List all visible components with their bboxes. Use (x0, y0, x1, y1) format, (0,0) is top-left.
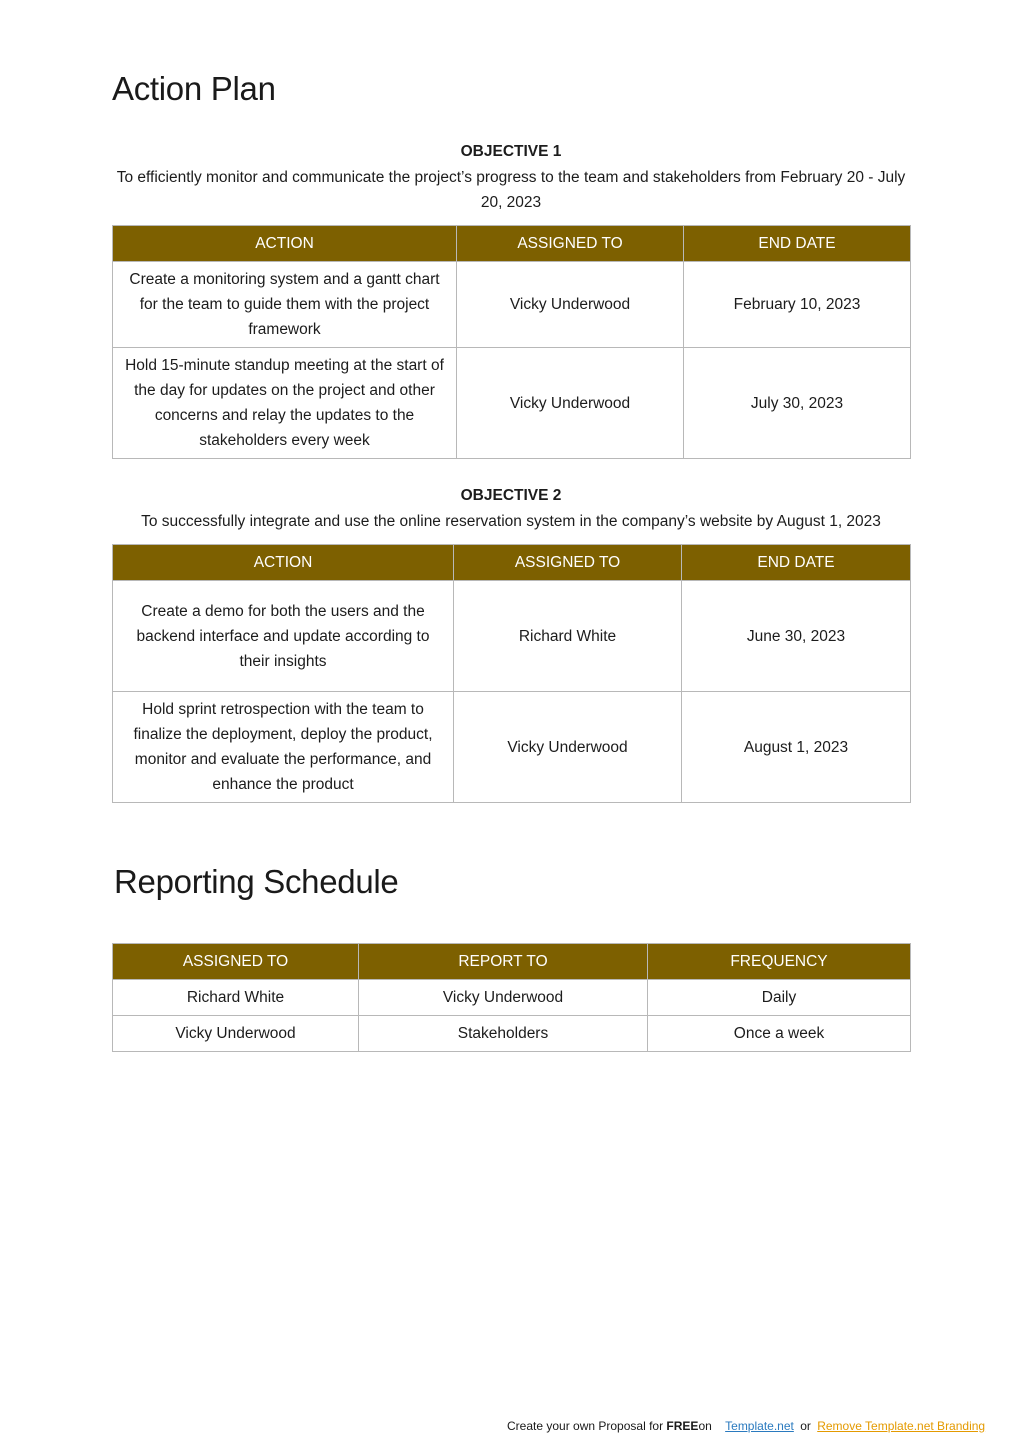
table-header-row (113, 545, 911, 581)
table-row (113, 581, 911, 692)
table-row (113, 980, 911, 1016)
action-cell: Hold sprint retrospection with the team to finalize the deployment, deploy the product, monitor and evaluate the performance, and enhance the product (113, 692, 454, 803)
reporting-schedule-table (112, 943, 911, 1052)
table-row (113, 348, 911, 459)
table-row (113, 692, 911, 803)
footer-free-text: FREE (666, 1419, 699, 1433)
table-header-row (113, 226, 911, 262)
footer-or-text: or (800, 1419, 811, 1433)
column-header-report-to: REPORT TO (359, 944, 648, 980)
footer-on-text: on (698, 1419, 712, 1433)
action-plan-title: Action Plan (112, 70, 276, 107)
column-header-assigned-to: ASSIGNED TO (454, 545, 682, 581)
objective-2-table (112, 544, 911, 803)
column-header-assigned-to: ASSIGNED TO (113, 944, 359, 980)
end-date-cell: June 30, 2023 (682, 581, 911, 692)
template-net-link[interactable]: Template.net (725, 1419, 794, 1433)
column-header-end-date: END DATE (684, 226, 911, 262)
action-cell: Hold 15-minute standup meeting at the start of the day for updates on the project and other concerns and relay the updates to the stakeholders every week (113, 348, 457, 459)
reporting-schedule-title: Reporting Schedule (114, 863, 399, 900)
column-header-action: ACTION (113, 545, 454, 581)
assigned-to-cell: Richard White (113, 980, 359, 1016)
remove-branding-link[interactable]: Remove Template.net Branding (817, 1419, 986, 1433)
end-date-cell: February 10, 2023 (684, 262, 911, 348)
report-to-cell: Vicky Underwood (359, 980, 648, 1016)
frequency-cell: Once a week (648, 1016, 911, 1052)
objective-2-description: To successfully integrate and use the online reservation system in the company’s website by August 1, 2023 (141, 513, 881, 530)
table-row (113, 262, 911, 348)
column-header-action: ACTION (113, 226, 457, 262)
frequency-cell: Daily (648, 980, 911, 1016)
table-row (113, 1016, 911, 1052)
column-header-end-date: END DATE (682, 545, 911, 581)
footer-prefix-text: Create your own Proposal for (507, 1419, 664, 1433)
footer-branding (507, 1419, 985, 1433)
objective-1-heading: OBJECTIVE 1 (460, 143, 562, 160)
action-cell: Create a demo for both the users and the backend interface and update according to their insights (113, 581, 454, 692)
assigned-to-cell: Vicky Underwood (457, 262, 684, 348)
report-to-cell: Stakeholders (359, 1016, 648, 1052)
action-cell: Create a monitoring system and a gantt chart for the team to guide them with the project framework (113, 262, 457, 348)
assigned-to-cell: Vicky Underwood (113, 1016, 359, 1052)
end-date-cell: August 1, 2023 (682, 692, 911, 803)
table-header-row (113, 944, 911, 980)
assigned-to-cell: Vicky Underwood (457, 348, 684, 459)
objective-1-description: To efficiently monitor and communicate the project’s progress to the team and stakeholders from February 20 - July 20, 2023 (116, 169, 906, 211)
column-header-assigned-to: ASSIGNED TO (457, 226, 684, 262)
column-header-frequency: FREQUENCY (648, 944, 911, 980)
assigned-to-cell: Richard White (454, 581, 682, 692)
objective-1-table (112, 225, 911, 459)
assigned-to-cell: Vicky Underwood (454, 692, 682, 803)
end-date-cell: July 30, 2023 (684, 348, 911, 459)
objective-2-heading: OBJECTIVE 2 (460, 487, 562, 504)
